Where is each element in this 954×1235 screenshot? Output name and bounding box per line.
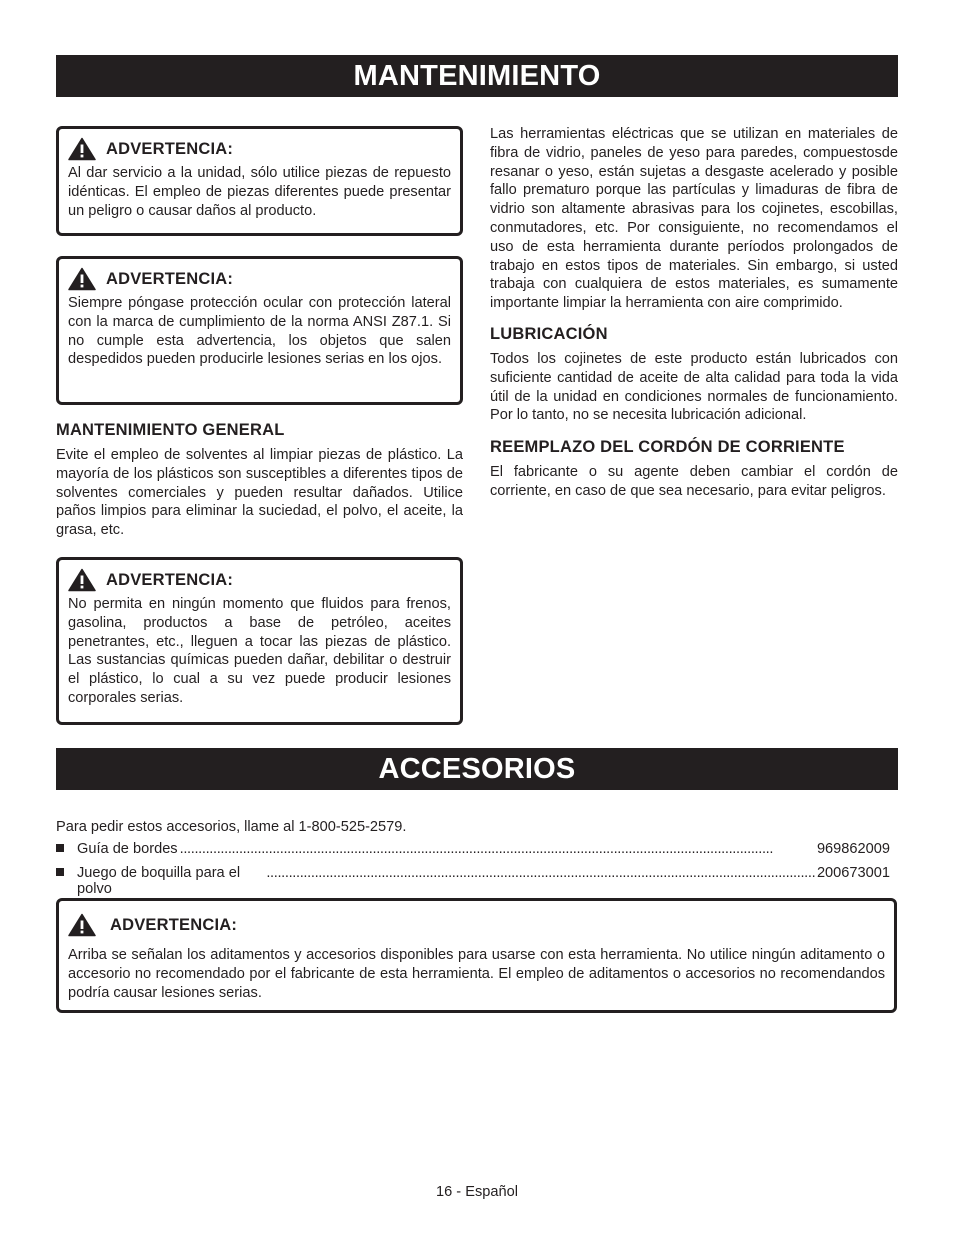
list-item (56, 865, 890, 897)
warning-triangle-icon (68, 137, 96, 161)
warning-box-repuesto (56, 126, 463, 236)
mantenimiento-general-heading: MANTENIMIENTO GENERAL (56, 421, 285, 439)
warning-header (68, 912, 885, 938)
warning-text: Arriba se señalan los aditamentos y accesorios disponibles para usarse con esta herramienta. No utilice ningún aditamento o accesorio no recomendado por el fabricante de esta herramienta. El empleo de aditamentos o accesorios no recomendandos podría causar lesiones serias. (68, 947, 885, 1001)
cordon-text: El fabricante o su agente deben cambiar el cordón de corriente, en caso de que sea necesario, para evitar peligros. (490, 464, 898, 499)
warning-header (68, 567, 451, 593)
square-bullet-icon (56, 868, 64, 876)
warning-title: ADVERTENCIA: (106, 139, 234, 158)
lubricacion-text: Todos los cojinetes de este producto están lubricados con suficiente cantidad de aceite de alta calidad para toda la vida útil de la unidad en condiciones normales de funcionamiento. Por lo tanto, no se necesita lubricación adicional. (490, 351, 898, 424)
warning-box-proteccion-ocular (56, 256, 463, 405)
warning-triangle-icon (68, 913, 96, 937)
warning-triangle-icon (68, 267, 96, 291)
warning-title: ADVERTENCIA: (106, 269, 234, 288)
warning-box-fluidos (56, 557, 463, 725)
warning-triangle-icon (68, 568, 96, 592)
mantenimiento-title-bar (56, 55, 898, 97)
warning-title: ADVERTENCIA: (110, 915, 238, 934)
page-footer: 16 - Español (436, 1184, 518, 1200)
list-item (56, 841, 890, 861)
warning-text: No permita en ningún momento que fluidos para frenos, gasolina, productos a base de petróleo, aceites penetrantes, etc., lleguen a tocar las piezas de plástico. Las sustancias químicas pueden dañar, debilitar o destruir el plástico, lo cual a su vez puede producir lesiones corporales serias. (68, 596, 451, 706)
warning-header (68, 136, 451, 162)
warning-box-aditamentos (56, 898, 897, 1013)
square-bullet-icon (56, 844, 64, 852)
warning-text: Al dar servicio a la unidad, sólo utilice piezas de repuesto idénticas. El empleo de piezas diferentes puede presentar un peligro o causar daños al producto. (68, 165, 451, 219)
warning-header (68, 266, 451, 292)
cordon-heading: REEMPLAZO DEL CORDÓN DE CORRIENTE (490, 438, 845, 456)
warning-title: ADVERTENCIA: (106, 570, 234, 589)
warning-text: Siempre póngase protección ocular con protección lateral con la marca de cumplimiento de la norma ANSI Z87.1. Si no cumple esta advertencia, los objetos que salen despedidos pueden producirle lesiones serias en los ojos. (68, 295, 451, 368)
accessory-number: 200673001 (816, 865, 890, 881)
accesorios-intro: Para pedir estos accesorios, llame al 1-800-525-2579. (56, 819, 407, 835)
accesorios-title-bar (56, 748, 898, 790)
dot-leader (266, 865, 815, 881)
mantenimiento-title: MANTENIMIENTO (353, 60, 601, 92)
fibra-de-vidrio-text: Las herramientas eléctricas que se utilizan en materiales de fibra de vidrio, paneles de yeso para paredes, compuestosde resanar o yeso, están sujetas a desgaste acelerado y posible fallo prematuro porque las partículas y limaduras de fibra de vidrio son altamente abrasivas para los cojinetes, escobillas, conmutadores, etc. Por consiguiente, no recomendamos el uso de esta herramienta durante períodos prolongados de trabajo en estos tipos de materiales. Sin embargo, si usted trabaja con cualquiera de estos materiales, es sumamente importante limpiar la herramienta con aire comprimido. (490, 126, 898, 312)
lubricacion-heading: LUBRICACIÓN (490, 325, 608, 343)
accessory-name: Juego de boquilla para el polvo (77, 865, 241, 897)
accesorios-title: ACCESORIOS (378, 753, 576, 785)
mantenimiento-general-text: Evite el empleo de solventes al limpiar piezas de plástico. La mayoría de los plásticos son susceptibles a diferentes tipos de solventes comerciales y pueden resultar dañados. Utilice paños limpios para eliminar la suciedad, el polvo, el aceite, la grasa, etc. (56, 447, 463, 539)
dot-leader (180, 841, 815, 857)
accessory-name: Guía de bordes (77, 841, 178, 857)
accessory-number: 969862009 (816, 841, 890, 857)
